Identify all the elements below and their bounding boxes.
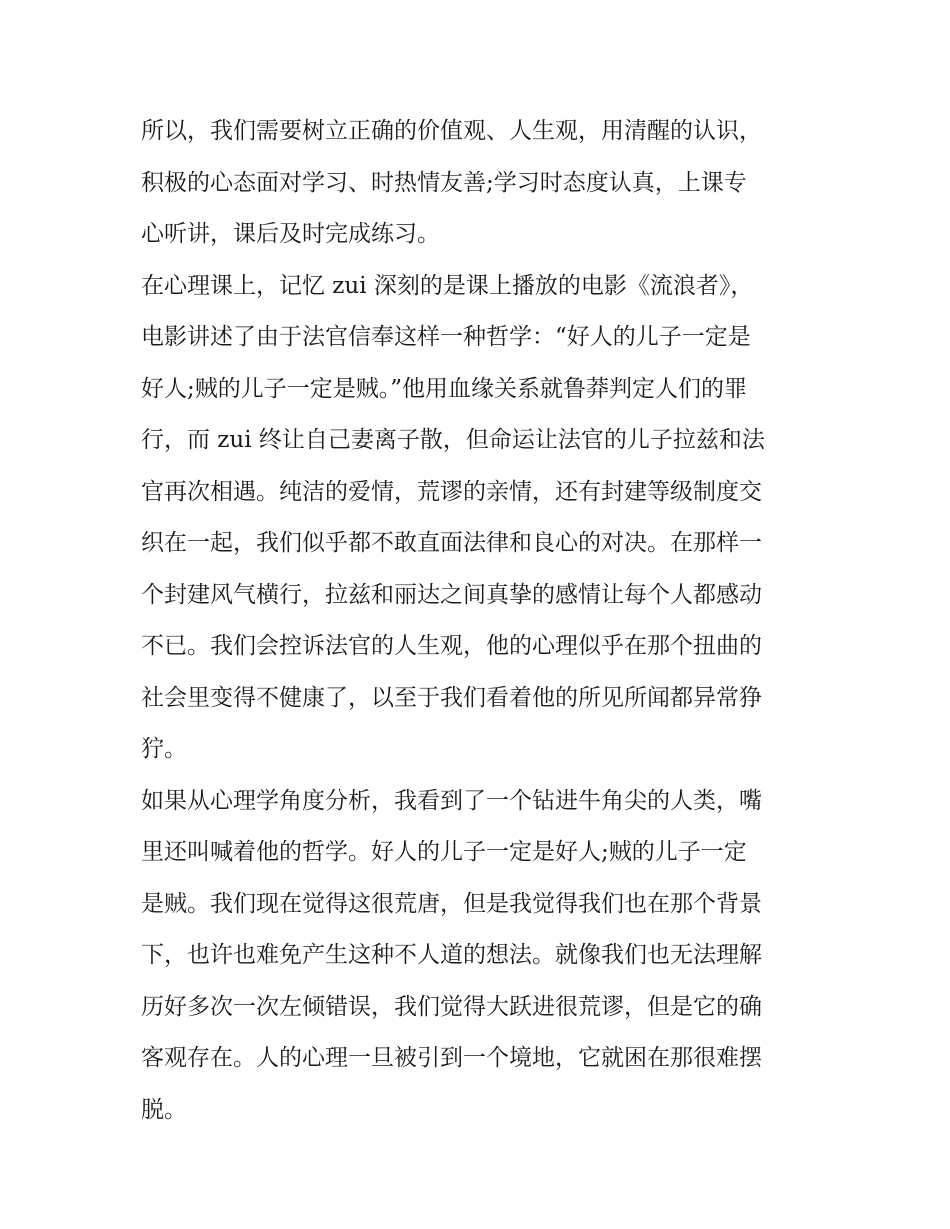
text-line: 官再次相遇。纯洁的爱情，荒谬的亲情，还有封建等级制度交 [141,478,762,505]
text-line: 社会里变得不健康了，以至于我们看着他的所见所闻都异常狰 [141,684,762,711]
text-line: 在心理课上，记忆 zui 深刻的是课上播放的电影《流浪者》， [141,272,754,299]
text-line: 不已。我们会控诉法官的人生观，他的心理似乎在那个扭曲的 [141,633,762,659]
text-line: 所以，我们需要树立正确的价值观、人生观，用清醒的认识， [141,118,762,144]
document-body [141,106,821,1136]
text-line: 脱。 [141,1096,187,1123]
text-line: 电影讲述了由于法官信奉这样一种哲学：“好人的儿子一定是 [141,324,751,350]
text-line: 狞。 [141,736,187,762]
text-line: 历好多次一次左倾错误，我们觉得大跃进很荒谬，但是它的确 [141,993,762,1020]
text-line: 好人;贼的儿子一定是贼。”他用血缘关系就鲁莽判定人们的罪 [141,375,748,402]
text-line: 织在一起，我们似乎都不敢直面法律和良心的对决。在那样一 [141,530,762,556]
text-line: 如果从心理学角度分析，我看到了一个钻进牛角尖的人类，嘴 [141,787,762,814]
text-line: 行，而 zui 终让自己妻离子散，但命运让法官的儿子拉兹和法 [141,427,765,453]
text-line: 个封建风气横行，拉兹和丽达之间真挚的感情让每个人都感动 [141,581,762,608]
text-line: 积极的心态面对学习、时热情友善;学习时态度认真，上课专 [141,169,747,196]
text-line: 下，也许也难免产生这种不人道的想法。就像我们也无法理解 [141,942,762,968]
text-line: 里还叫喊着他的哲学。好人的儿子一定是好人;贼的儿子一定 [141,839,747,865]
text-line: 客观存在。人的心理一旦被引到一个境地，它就困在那很难摆 [141,1045,762,1071]
text-line: 心听讲，课后及时完成练习。 [141,221,440,247]
text-line: 是贼。我们现在觉得这很荒唐，但是我觉得我们也在那个背景 [141,890,762,917]
